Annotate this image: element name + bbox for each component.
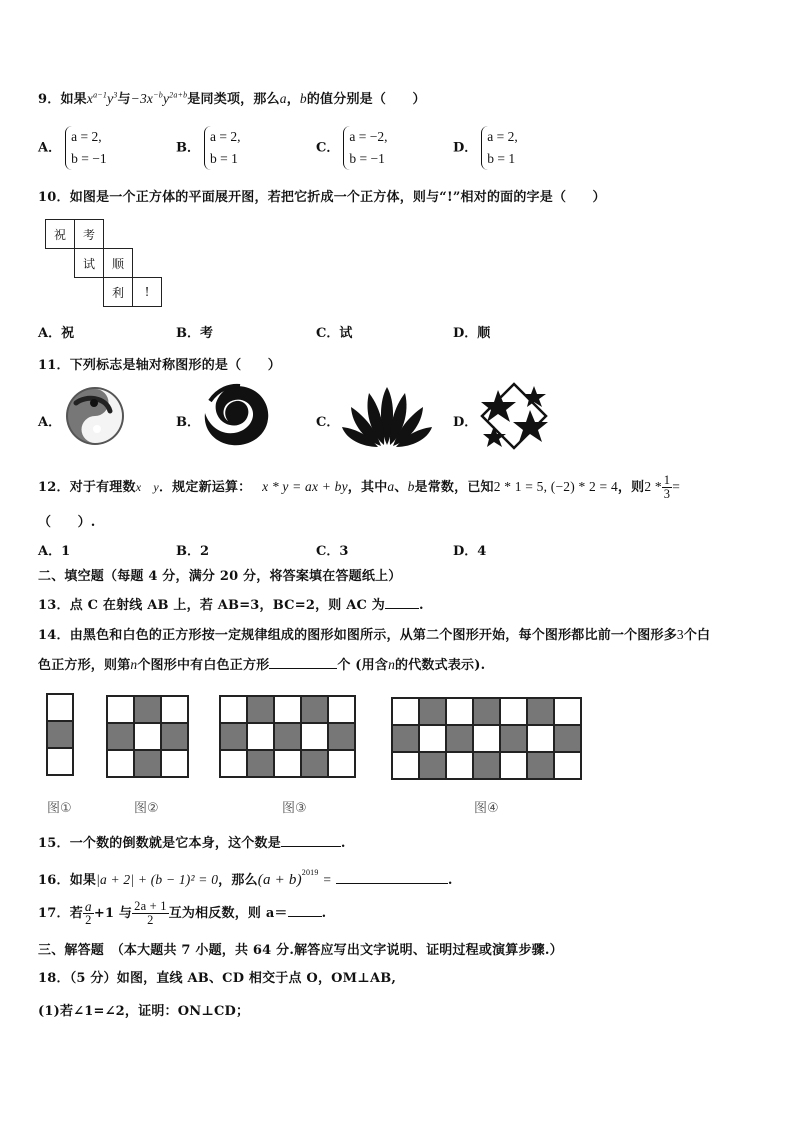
fraction-one-third: $\frac{1}{3}$: [663, 473, 671, 501]
q10-option-d[interactable]: D．顺: [453, 326, 491, 341]
q10-option-c[interactable]: C．试: [316, 326, 353, 341]
q9-option-c[interactable]: C．a = −2, b = −1: [316, 126, 387, 170]
answer-blank-13[interactable]: [385, 596, 419, 609]
question-18-part-1: (1)若∠1=∠2，证明：ON⊥CD；: [38, 1004, 250, 1019]
cube-face-5: 利: [103, 277, 133, 307]
question-17: 17．若 $\frac{a}{2}$ +1 与 $\frac{2a + 1}{2}$ 互为相反数，则 a＝ .: [38, 899, 327, 927]
answer-blank-17[interactable]: [288, 904, 322, 917]
cube-face-2: 考: [74, 219, 104, 249]
figure-2-label: 图②: [134, 801, 159, 816]
cube-face-1: 祝: [45, 219, 75, 249]
figure-1-grid: [46, 693, 74, 776]
answer-blank-14[interactable]: [269, 656, 337, 669]
eye-swirl-logo-icon: [200, 383, 272, 449]
question-10: 10．如图是一个正方体的平面展开图，若把它折成一个正方体，则与“!”相对的面的字是（ ）: [38, 190, 606, 205]
section-2-heading: 二、填空题（每题 4 分，满分 20 分，将答案填在答题纸上）: [38, 569, 402, 584]
math-term-neg3x-y: $-3x^{-b}y^{2a+b}$: [130, 90, 188, 106]
figure-3-grid: [219, 695, 356, 778]
q10-option-a[interactable]: A．祝: [38, 326, 75, 341]
q12-option-a[interactable]: A．1: [38, 544, 71, 559]
q9-option-d[interactable]: D．a = 2, b = 1: [453, 126, 518, 170]
question-14-line-2: 色正方形，则第n个图形中有白色正方形 个 (用含n的代数式表示).: [38, 657, 486, 673]
answer-blank-16[interactable]: [336, 871, 448, 884]
white-square: [48, 749, 74, 776]
q11-option-b[interactable]: B．: [176, 415, 200, 430]
question-18: 18．（5 分）如图，直线 AB、CD 相交于点 O，OM⊥AB,: [38, 971, 397, 986]
question-14-line-1: 14．由黑色和白色的正方形按一定规律组成的图形如图所示，从第二个图形开始，每个图形都比前一个图形多3个白: [38, 627, 711, 643]
question-15: 15．一个数的倒数就是它本身，这个数是 .: [38, 836, 346, 851]
figure-4-grid: [391, 697, 582, 780]
figure-4-label: 图④: [474, 801, 499, 816]
q11-option-a[interactable]: A．: [38, 415, 62, 430]
q12-option-d[interactable]: D．4: [453, 544, 487, 559]
answer-blank-15[interactable]: [281, 834, 341, 847]
figure-3-label: 图③: [282, 801, 307, 816]
figure-2-grid: [106, 695, 189, 778]
q12-option-b[interactable]: B．2: [176, 544, 210, 559]
q9-option-a[interactable]: A．a = 2, b = −1: [38, 126, 107, 170]
question-12: 12．对于有理数x y．规定新运算： x * y = ax + by，其中a、b是常数，已知2 * 1 = 5, (−2) * 2 = 4，则2 * $\frac{1}{3}$ =: [38, 473, 681, 501]
q9-option-b[interactable]: B．a = 2, b = 1: [176, 126, 240, 170]
question-9: 9．如果$x^{a-1}y^3$与$-3x^{-b}y^{2a+b}$是同类项，那么a，b的值分别是（ ）: [38, 90, 426, 107]
white-square: [48, 695, 74, 722]
cube-face-4: 顺: [103, 248, 133, 278]
q10-option-b[interactable]: B．考: [176, 326, 213, 341]
yinyang-swirl-logo-icon: [64, 385, 126, 447]
cube-face-6: !: [132, 277, 162, 307]
black-square: [48, 722, 74, 749]
figure-1-label: 图①: [47, 801, 72, 816]
fraction-2a-plus-1-over-2: $\frac{2a + 1}{2}$: [134, 899, 167, 927]
q11-option-d[interactable]: D．: [453, 415, 478, 430]
petal-fan-logo-icon: [340, 385, 434, 447]
question-13: 13．点 C 在射线 AB 上，若 AB=3，BC=2，则 AC 为 .: [38, 598, 424, 613]
question-16: 16．如果|a + 2| + (b − 1)² = 0，那么$(a + b)^{2019}$ = .: [38, 867, 453, 888]
q12-answer-parens: （ ）.: [38, 515, 96, 530]
section-3-heading: 三、解答题 （本大题共 7 小题，共 64 分.解答应写出文字说明、证明过程或演算步骤.）: [38, 943, 563, 958]
question-11: 11．下列标志是轴对称图形的是（ ）: [38, 358, 281, 373]
star-diamond-logo-icon: [478, 382, 550, 450]
q12-option-c[interactable]: C．3: [316, 544, 349, 559]
q11-option-c[interactable]: C．: [316, 415, 340, 430]
fraction-a-over-2: $\frac{a}{2}$: [84, 899, 92, 927]
cube-face-3: 试: [74, 248, 104, 278]
math-term-x-y: $x^{a-1}y^3$: [86, 90, 118, 106]
